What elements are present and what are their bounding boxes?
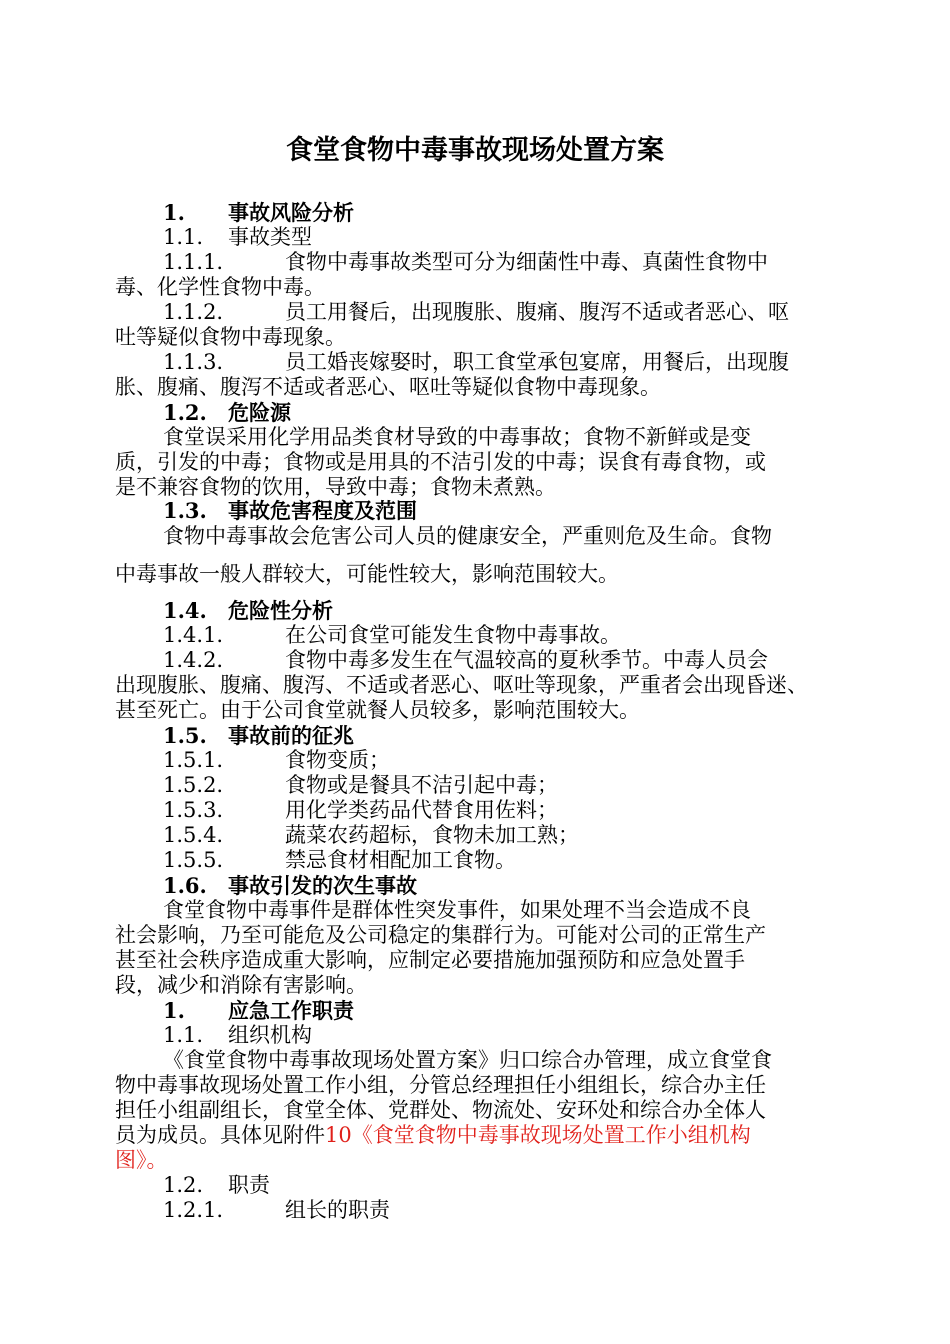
- paragraph-line: 质，引发的中毒；食物或是用具的不洁引发的中毒；误食有毒食物，或: [115, 450, 766, 474]
- heading-number: 1.2.: [163, 1173, 204, 1197]
- item-text: 食物或是餐具不洁引起中毒；: [285, 773, 558, 797]
- heading-2-1: [163, 1023, 840, 1048]
- item-text: 食物中毒多发生在气温较高的夏秋季节。中毒人员会: [285, 648, 768, 672]
- item-1-5-3: [163, 798, 840, 823]
- paragraph-line: 甚至死亡。由于公司食堂就餐人员较多，影响范围较大。: [115, 698, 640, 722]
- paragraph-line: 担任小组副组长，食堂全体、党群处、物流处、安环处和综合办全体人: [115, 1098, 766, 1122]
- item-text: 在公司食堂可能发生食物中毒事故。: [285, 623, 621, 647]
- item-1-4-1: [163, 623, 840, 648]
- heading-number: 1.2.: [163, 400, 207, 425]
- heading-label: 事故引发的次生事故: [228, 873, 417, 898]
- item-number: 1.4.2.: [163, 648, 224, 672]
- heading-1-3: [163, 498, 840, 523]
- item-number: 1.4.1.: [163, 623, 224, 647]
- item-text: 员工用餐后，出现腹胀、腹痛、腹泻不适或者恶心、呕: [285, 300, 789, 324]
- item-1-5-1: [163, 748, 840, 773]
- item-number: 1.5.5.: [163, 848, 224, 872]
- paragraph-text: 员为成员。具体见附件: [115, 1123, 325, 1147]
- heading-number: 1.5.: [163, 723, 207, 748]
- heading-number: 1.: [163, 200, 185, 225]
- item-number: 1.5.1.: [163, 748, 224, 772]
- heading-2-2: [163, 1173, 840, 1198]
- item-1-5-4: [163, 823, 840, 848]
- paragraph-line: 出现腹胀、腹痛、腹泻、不适或者恶心、呕吐等现象，严重者会出现昏迷、: [115, 673, 808, 697]
- item-1-5-2: [163, 773, 840, 798]
- appendix-reference-link[interactable]: 10《食堂食物中毒事故现场处置工作小组机构: [325, 1123, 751, 1147]
- heading-label: 危险性分析: [228, 598, 333, 623]
- item-number: 1.5.4.: [163, 823, 224, 847]
- heading-label: 事故风险分析: [228, 200, 354, 225]
- heading-1-6: [163, 873, 840, 898]
- heading-label: 职责: [228, 1173, 270, 1197]
- heading-number: 1.3.: [163, 498, 207, 523]
- item-number: 1.1.3.: [163, 350, 224, 374]
- item-1-1-3-cont: 胀、腹痛、腹泻不适或者恶心、呕吐等疑似食物中毒现象。: [115, 375, 661, 399]
- item-text: 用化学类药品代替食用佐料；: [285, 798, 558, 822]
- item-text: 禁忌食材相配加工食物。: [285, 848, 516, 872]
- appendix-reference-link-cont[interactable]: 图》。: [115, 1148, 168, 1172]
- paragraph-line: 食物中毒事故会危害公司人员的健康安全，严重则危及生命。食物: [163, 524, 772, 548]
- paragraph-line: 甚至社会秩序造成重大影响，应制定必要措施加强预防和应急处置手: [115, 948, 745, 972]
- item-text: 蔬菜农药超标，食物未加工熟；: [285, 823, 579, 847]
- item-number: 1.1.1.: [163, 250, 224, 274]
- heading-1-1: [163, 225, 840, 250]
- item-1-1-1-cont: 毒、化学性食物中毒。: [115, 275, 325, 299]
- paragraph-line: 段，减少和消除有害影响。: [115, 973, 367, 997]
- paragraph-line: 食堂误采用化学用品类食材导致的中毒事故；食物不新鲜或是变: [163, 425, 751, 449]
- heading-label: 事故类型: [228, 225, 312, 249]
- paragraph-line: 中毒事故一般人群较大，可能性较大，影响范围较大。: [115, 562, 619, 586]
- item-number: 1.5.2.: [163, 773, 224, 797]
- heading-number: 1.: [163, 998, 185, 1023]
- paragraph-line: 《食堂食物中毒事故现场处置方案》归口综合办管理，成立食堂食: [163, 1048, 772, 1072]
- item-1-1-1: [163, 250, 840, 275]
- paragraph-line: 物中毒事故现场处置工作小组，分管总经理担任小组组长，综合办主任: [115, 1073, 766, 1097]
- page-title: 食堂食物中毒事故现场处置方案: [286, 135, 664, 166]
- paragraph-line: 食堂食物中毒事件是群体性突发事件，如果处理不当会造成不良: [163, 898, 751, 922]
- heading-1-5: [163, 723, 840, 748]
- item-number: 1.5.3.: [163, 798, 224, 822]
- item-text: 食物中毒事故类型可分为细菌性中毒、真菌性食物中: [285, 250, 768, 274]
- paragraph-line: 是不兼容食物的饮用，导致中毒；食物未煮熟。: [115, 475, 556, 499]
- heading-number: 1.6.: [163, 873, 207, 898]
- heading-label: 事故前的征兆: [228, 723, 354, 748]
- heading-1: [163, 200, 840, 225]
- item-1-1-2-cont: 吐等疑似食物中毒现象。: [115, 325, 346, 349]
- item-text: 员工婚丧嫁娶时，职工食堂承包宴席，用餐后，出现腹: [285, 350, 789, 374]
- item-number: 1.1.2.: [163, 300, 224, 324]
- heading-2: [163, 998, 840, 1023]
- heading-number: 1.1.: [163, 225, 204, 249]
- item-text: 组长的职责: [285, 1198, 390, 1222]
- item-1-4-2: [163, 648, 840, 673]
- paragraph-line: 社会影响，乃至可能危及公司稳定的集群行为。可能对公司的正常生产: [115, 923, 766, 947]
- item-1-5-5: [163, 848, 840, 873]
- heading-number: 1.1.: [163, 1023, 204, 1047]
- item-number: 1.2.1.: [163, 1198, 224, 1222]
- heading-1-2: [163, 400, 840, 425]
- item-text: 食物变质；: [285, 748, 390, 772]
- item-1-1-2: [163, 300, 840, 325]
- heading-number: 1.4.: [163, 598, 207, 623]
- heading-1-4: [163, 598, 840, 623]
- heading-label: 组织机构: [228, 1023, 312, 1047]
- heading-label: 事故危害程度及范围: [228, 498, 417, 523]
- heading-label: 危险源: [228, 400, 291, 425]
- item-1-1-3: [163, 350, 840, 375]
- item-1-2-1: [163, 1198, 840, 1223]
- heading-label: 应急工作职责: [228, 998, 354, 1023]
- paragraph-line: [115, 1123, 840, 1148]
